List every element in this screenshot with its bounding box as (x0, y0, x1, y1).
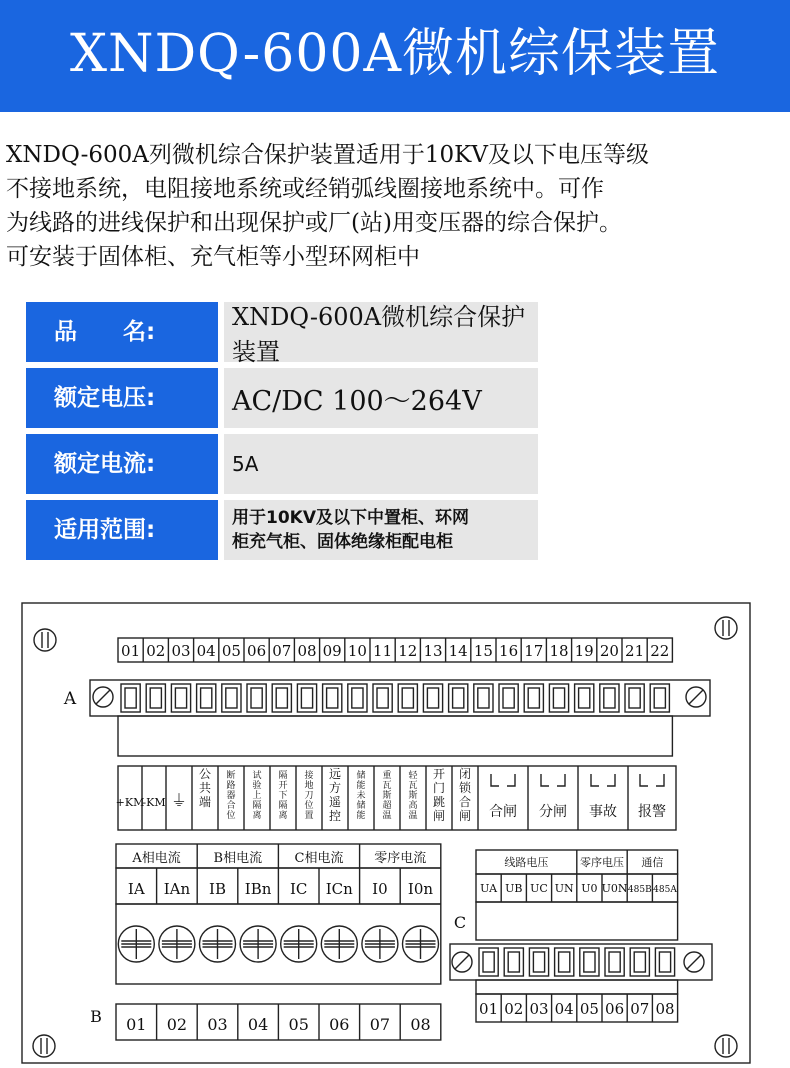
function-label-vertical: 隔开下隔离 (278, 771, 288, 821)
function-label-vertical: 储能未储能 (356, 771, 366, 821)
terminal-block-c (450, 944, 712, 980)
top-terminal-number: 17 (524, 642, 544, 660)
top-terminal-number: 04 (196, 642, 216, 660)
ct-label: IA (127, 880, 145, 898)
intro-line: 可安装于固体柜、充气柜等小型环网柜中 (6, 244, 420, 270)
top-terminal-number: 09 (322, 642, 342, 660)
title-banner (0, 0, 790, 112)
ct-label: IAn (163, 880, 191, 898)
function-label-vertical: 接地刀位置 (304, 771, 314, 821)
c-terminal-number: 07 (630, 1000, 650, 1018)
spec-value (224, 368, 538, 428)
top-terminal-number: 06 (247, 642, 267, 660)
terminal-a-slot-inner (301, 688, 312, 708)
terminal-c-end-screw-left-slot (455, 955, 469, 969)
c-label: 485B (627, 885, 652, 895)
function-label-vertical: 公共端 (198, 767, 212, 809)
terminal-a-slot-inner (125, 688, 136, 708)
function-label-vertical: 重瓦斯超温 (382, 771, 392, 821)
ground-icon: ⏚ (170, 791, 188, 810)
top-terminal-number: 11 (373, 642, 393, 660)
terminal-a-slot-inner (604, 688, 615, 708)
terminal-c-slot-inner (634, 952, 645, 972)
spec-row-current (26, 434, 538, 494)
spec-value (224, 434, 538, 494)
top-terminal-number: 14 (448, 642, 468, 660)
c-label: UC (530, 882, 548, 895)
c-group-label: 零序电压 (580, 856, 624, 869)
function-label: +KM (115, 796, 145, 809)
row-b-label: B (90, 1007, 102, 1026)
c-label: UB (505, 882, 523, 895)
spec-label: 适用范围: (26, 500, 218, 560)
spec-label: 品 名: (26, 302, 218, 362)
terminal-a-slot-inner (528, 688, 539, 708)
row-c-label: C (453, 913, 467, 932)
terminal-c-slot-inner (609, 952, 620, 972)
terminal-a-slot-inner (579, 688, 590, 708)
function-label-vertical: 试验上隔离 (252, 771, 262, 821)
intro-line: 为线路的进线保护和出现保护或厂(站)用变压器的综合保护。 (6, 210, 622, 236)
page-title: XNDQ-600A微机综保装置 (69, 24, 721, 84)
ct-label: I0n (407, 880, 434, 898)
terminal-c-slot-inner (483, 952, 494, 972)
terminal-a-slot-inner (201, 688, 212, 708)
terminal-a-slot-inner (327, 688, 338, 708)
terminal-a-slot-inner (629, 688, 640, 708)
top-terminal-number: 20 (599, 642, 619, 660)
top-terminal-number: 16 (499, 642, 519, 660)
top-terminal-number: 19 (574, 642, 594, 660)
mount-hole-bottom-left (33, 1035, 55, 1057)
ct-label: I0 (372, 880, 388, 898)
terminal-c-slot-inner (508, 952, 519, 972)
c-terminal-number: 03 (529, 1000, 549, 1018)
contact-symbol (491, 774, 499, 786)
terminal-a-slot-inner (175, 688, 186, 708)
contact-symbol (557, 774, 565, 786)
function-label-vertical: 断路器合位 (226, 771, 236, 821)
c-lower-strip (476, 980, 678, 994)
top-terminal-number: 05 (221, 642, 241, 660)
contact-symbol (541, 774, 549, 786)
ct-terminal-number: 04 (247, 1015, 269, 1034)
contact-symbol (656, 774, 664, 786)
mount-hole-top-right (715, 617, 737, 639)
ct-terminal-number: 02 (166, 1015, 188, 1034)
contact-label: 分闸 (539, 804, 567, 820)
terminal-c-end-screw-right-slot (687, 955, 701, 969)
intro-line: 不接地系统，电阻接地系统或经销弧线圈接地系统中。可作 (6, 176, 604, 202)
spec-value-text: 用于10KV及以下中置柜、环网 柜充气柜、固体绝缘柜配电柜 (232, 508, 469, 552)
ct-group-label: A相电流 (132, 851, 181, 866)
top-terminal-number: 01 (121, 642, 141, 660)
terminal-a-slot-inner (553, 688, 564, 708)
c-group-label: 通信 (641, 856, 664, 869)
ct-terminal-number: 08 (410, 1015, 431, 1034)
function-label-vertical: 轻瓦斯高温 (408, 771, 418, 821)
terminal-a-slot-inner (251, 688, 262, 708)
contact-symbol (640, 774, 648, 786)
ct-group-label: B相电流 (213, 851, 263, 866)
top-terminal-number: 10 (347, 642, 367, 660)
spec-row-voltage (26, 368, 538, 428)
c-label: U0 (581, 882, 598, 895)
c-group-label: 线路电压 (504, 856, 549, 869)
ct-terminal-number: 03 (207, 1015, 228, 1034)
contact-symbol (591, 774, 599, 786)
c-label: UA (480, 882, 498, 895)
top-terminal-number: 18 (549, 642, 569, 660)
terminal-c-slot-inner (659, 952, 670, 972)
contact-symbol (507, 774, 515, 786)
terminal-a-slot-inner (377, 688, 388, 708)
c-terminal-number: 02 (504, 1000, 524, 1018)
ct-label: IBn (244, 880, 272, 898)
spec-value-text: 5A (232, 452, 259, 476)
row-a-label: A (63, 689, 77, 709)
function-label-vertical: 开门跳闸 (432, 767, 446, 823)
c-terminal-number: 04 (554, 1000, 574, 1018)
top-terminal-number: 22 (650, 642, 670, 660)
spec-label: 额定电压: (26, 368, 218, 428)
ct-terminal-number: 07 (369, 1015, 391, 1034)
mount-hole-bottom-right (715, 1035, 737, 1057)
spec-value (224, 500, 538, 560)
intro-text (6, 138, 790, 274)
spec-row-name (26, 302, 538, 366)
contact-symbol (607, 774, 615, 786)
terminal-a-slot-inner (654, 688, 665, 708)
function-label: -KM (142, 796, 166, 809)
ct-group-label: C相电流 (294, 851, 344, 866)
top-terminal-number: 03 (171, 642, 191, 660)
terminal-a-slot-inner (402, 688, 413, 708)
c-upper-strip (476, 902, 678, 940)
ct-terminal-number: 01 (126, 1015, 147, 1034)
c-label: 485A (653, 885, 677, 895)
spec-label: 额定电流: (26, 434, 218, 494)
c-label: UN (554, 882, 574, 895)
c-terminal-number: 05 (579, 1000, 599, 1018)
mount-hole-top-left (34, 629, 56, 651)
top-terminal-number: 07 (272, 642, 292, 660)
function-label-vertical: 闭锁合闸 (458, 767, 472, 823)
top-terminal-number: 02 (146, 642, 166, 660)
ct-terminal-number: 05 (288, 1015, 309, 1034)
terminal-a-slot-inner (352, 688, 363, 708)
ct-label: ICn (325, 880, 353, 898)
top-terminal-number: 21 (625, 642, 645, 660)
c-terminal-number: 08 (655, 1000, 675, 1018)
ct-label: IB (209, 880, 226, 898)
c-terminal-number: 01 (479, 1000, 499, 1018)
contact-label: 合闸 (489, 804, 517, 820)
top-terminal-number: 13 (423, 642, 443, 660)
function-label-vertical: 远方遥控 (328, 767, 342, 823)
terminal-a-end-screw-right-slot (689, 690, 703, 704)
terminal-diagram (20, 600, 760, 1066)
contact-label: 报警 (638, 804, 666, 820)
c-terminal-number: 06 (605, 1000, 625, 1018)
terminal-a-slot-inner (150, 688, 161, 708)
terminal-a-slot-inner (226, 688, 237, 708)
top-terminal-number: 12 (398, 642, 418, 660)
terminal-a-slot-inner (453, 688, 464, 708)
spec-value-text: XNDQ-600A微机综合保护装置 (232, 303, 526, 366)
terminal-c-slot-inner (559, 952, 570, 972)
terminal-a-slot-inner (478, 688, 489, 708)
terminal-a-slot-inner (276, 688, 287, 708)
ct-group-label: 零序电流 (374, 851, 427, 866)
terminal-block-a (90, 680, 710, 716)
terminal-a-slot-inner (503, 688, 514, 708)
ct-terminal-number: 06 (329, 1015, 350, 1034)
top-terminal-number: 15 (473, 642, 493, 660)
terminal-c-slot-inner (533, 952, 544, 972)
spec-row-scope (26, 500, 538, 560)
top-terminal-number: 08 (297, 642, 317, 660)
terminal-a-lower-strip (118, 716, 672, 756)
terminal-a-end-screw-left-slot (96, 690, 110, 704)
spec-value (224, 302, 538, 366)
terminal-a-slot-inner (427, 688, 438, 708)
spec-value-text: AC/DC 100～264V (232, 385, 482, 417)
c-label: U0N (601, 882, 628, 895)
ct-label: IC (289, 880, 308, 898)
contact-label: 事故 (589, 804, 617, 820)
intro-line: XNDQ-600A列微机综合保护装置适用于10KV及以下电压等级 (6, 142, 649, 168)
terminal-c-slot-inner (584, 952, 595, 972)
